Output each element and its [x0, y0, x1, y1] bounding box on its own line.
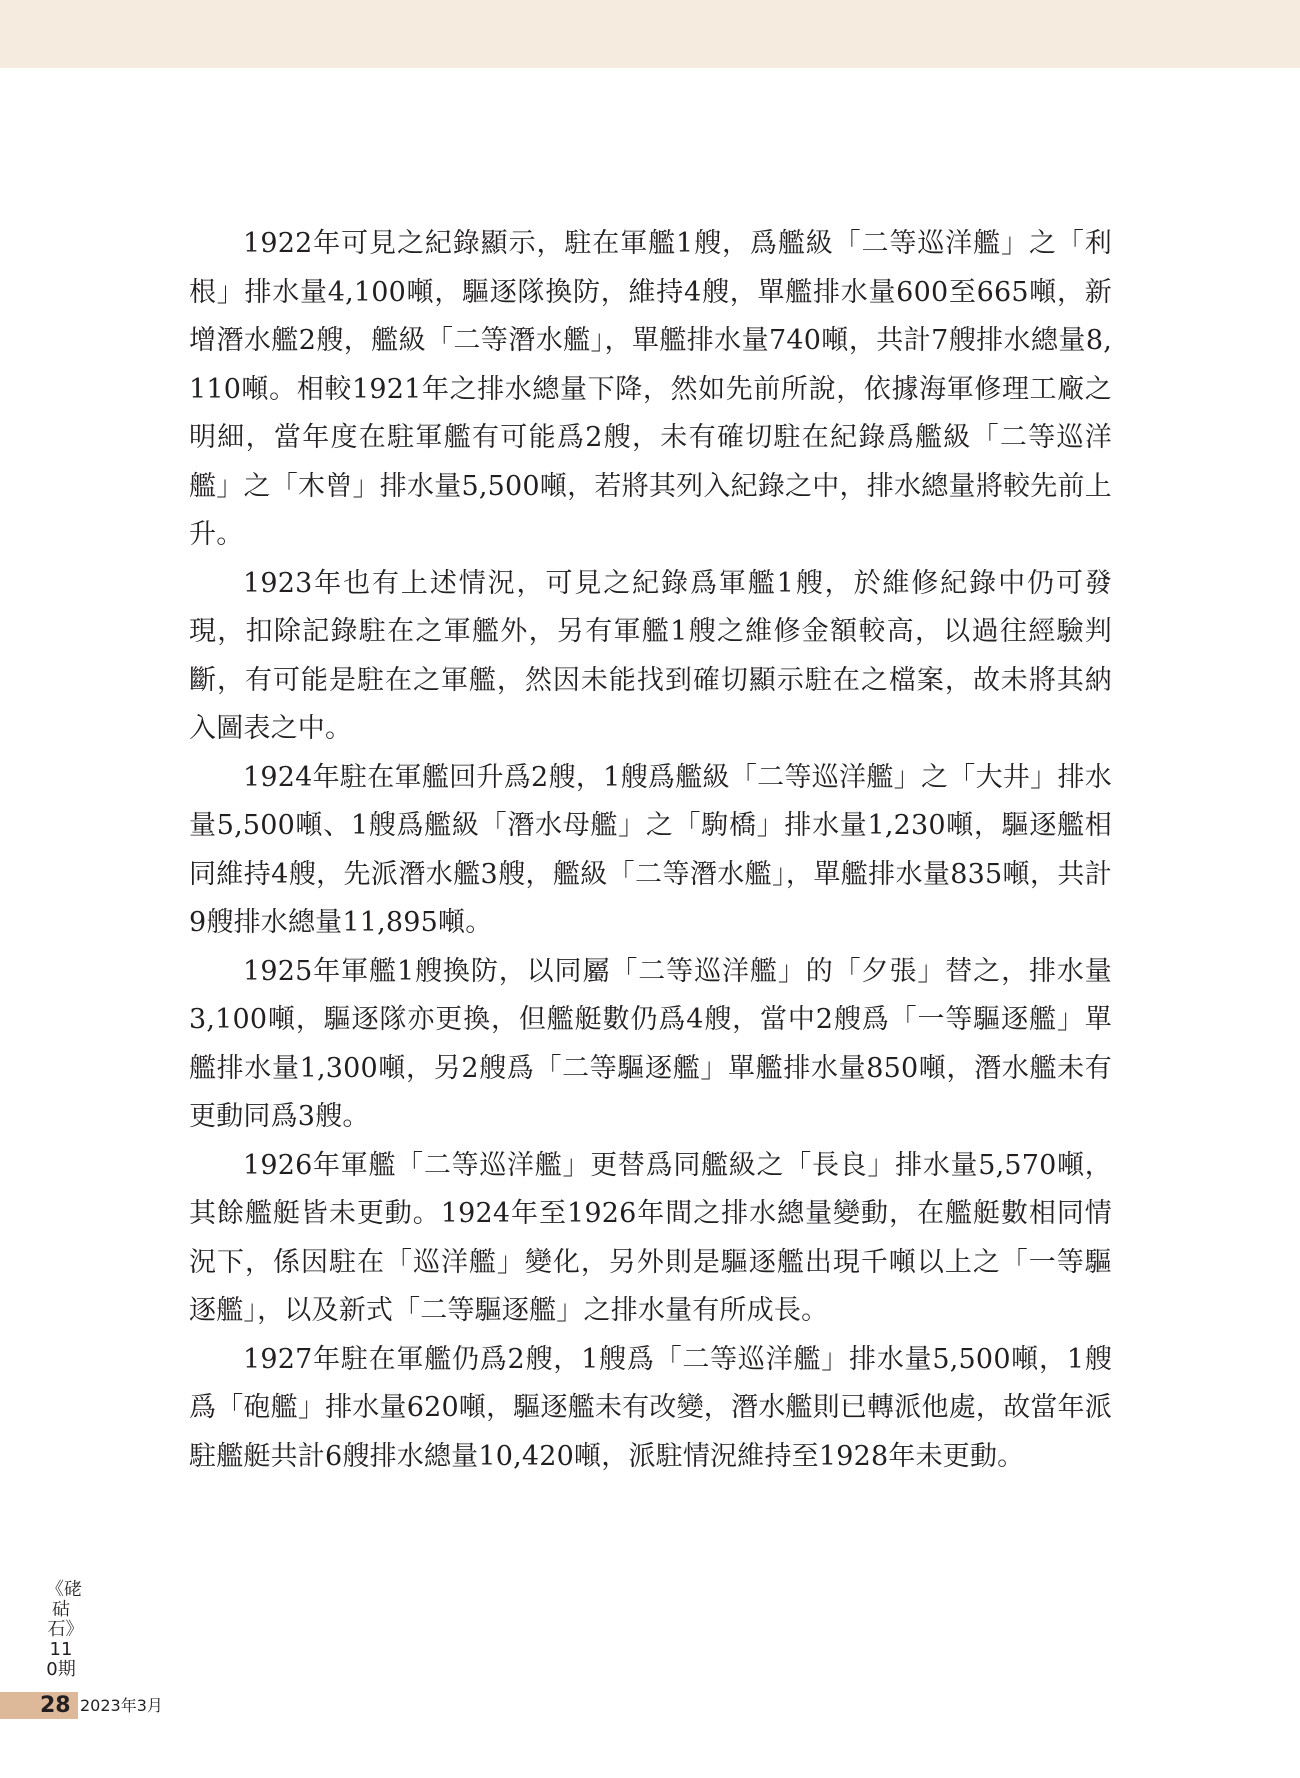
publication-title: 《硓𥑮石》110期: [46, 1579, 82, 1680]
issue-date: 2023年3月: [80, 1696, 163, 1715]
paragraph-1927: 1927年駐在軍艦仍爲2艘，1艘爲「二等巡洋艦」排水量5,500噸，1艘爲「砲艦」排水量620噸，驅逐艦未有改變，潛水艦則已轉派他處，故當年派駐艦艇共計6艘排水總量10,420噸，派駐情況維持至1928年未更動。: [189, 1343, 1112, 1472]
paragraph-1926: 1926年軍艦「二等巡洋艦」更替爲同艦級之「長良」排水量5,570噸，其餘艦艇皆未更動。1924年至1926年間之排水總量變動，在艦艇數相同情況下，係因駐在「巡洋艦」變化，另外則是驅逐艦出現千噸以上之「一等驅逐艦」，以及新式「二等驅逐艦」之排水量有所成長。: [189, 1149, 1112, 1326]
paragraph-1922: 1922年可見之紀錄顯示，駐在軍艦1艘，爲艦級「二等巡洋艦」之「利根」排水量4,100噸，驅逐隊換防，維持4艘，單艦排水量600至665噸，新增潛水艦2艘，艦級「二等潛水艦」，單艦排水量740噸，共計7艘排水總量8,110噸。相較1921年之排水總量下降，然如先前所說，依據海軍修理工廠之明細，當年度在駐軍艦有可能爲2艘，未有確切駐在紀錄爲艦級「二等巡洋艦」之「木曾」排水量5,500噸，若將其列入紀錄之中，排水總量將較先前上升。: [189, 228, 1112, 550]
article-body: [189, 220, 1112, 1481]
paragraph-1923: 1923年也有上述情況，可見之紀錄爲軍艦1艘，於維修紀錄中仍可發現，扣除記錄駐在之軍艦外，另有軍艦1艘之維修金額較高，以過往經驗判斷，有可能是駐在之軍艦，然因未能找到確切顯示駐在之檔案，故未將其納入圖表之中。: [189, 567, 1112, 744]
paragraph-1924: 1924年駐在軍艦回升爲2艘，1艘爲艦級「二等巡洋艦」之「大井」排水量5,500噸、1艘爲艦級「潛水母艦」之「駒橋」排水量1,230噸，驅逐艦相同維持4艘，先派潛水艦3艘，艦級「二等潛水艦」，單艦排水量835噸，共計9艘排水總量11,895噸。: [189, 761, 1112, 938]
top-decorative-band: [0, 0, 1300, 68]
paragraph-1925: 1925年軍艦1艘換防，以同屬「二等巡洋艦」的「夕張」替之，排水量3,100噸，驅逐隊亦更換，但艦艇數仍爲4艘，當中2艘爲「一等驅逐艦」單艦排水量1,300噸，另2艘爲「二等驅逐艦」單艦排水量850噸，潛水艦未有更動同爲3艘。: [189, 955, 1112, 1132]
page-number: 28: [40, 1693, 71, 1718]
